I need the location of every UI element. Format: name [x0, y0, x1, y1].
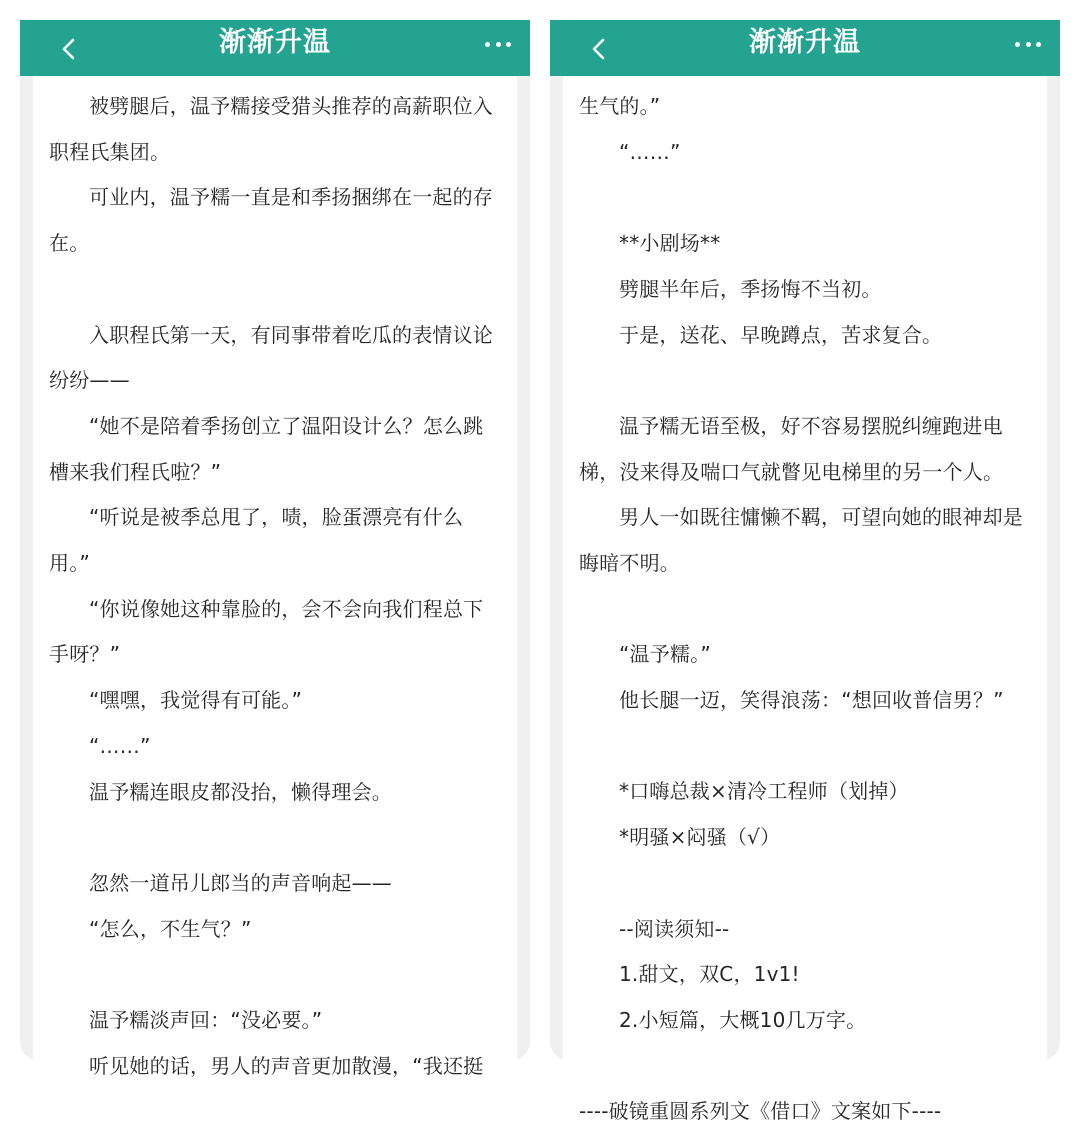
- reader-screen-left: [20, 20, 530, 1078]
- paragraph: “你说像她这种靠脸的，会不会向我们程总下手呀？”: [49, 596, 484, 667]
- paragraph: 劈腿半年后，季扬悔不当初。: [619, 276, 882, 301]
- book-title: 渐渐升温: [219, 27, 331, 58]
- reading-page[interactable]: [563, 76, 1047, 1124]
- paragraph: *明骚×闷骚（√）: [619, 825, 781, 850]
- paragraph-continuation: 生气的。”: [579, 94, 661, 118]
- paragraph: 入职程氏第一天，有同事带着吃瓜的表情议论纷纷——: [49, 322, 493, 393]
- paragraph: 他长腿一迈，笑得浪荡：“想回收普信男？”: [619, 688, 1004, 713]
- paragraph: “怎么，不生气？”: [89, 916, 252, 941]
- paragraph: 听见她的话，男人的声音更加散漫，“我还挺: [89, 1053, 484, 1078]
- book-title: 渐渐升温: [749, 27, 861, 58]
- blank-line: [579, 358, 1031, 404]
- section-heading: **小剧场**: [619, 231, 721, 256]
- blank-line: [579, 587, 1031, 633]
- paragraph: 忽然一道吊儿郎当的声音响起——: [89, 870, 392, 895]
- paragraph: 2.小短篇，大概10几万字。: [619, 1007, 867, 1032]
- paragraph: *口嗨总裁×清冷工程师（划掉）: [619, 779, 909, 804]
- paragraph: 于是，送花、早晚蹲点，苦求复合。: [619, 322, 943, 347]
- paragraph: --阅读须知--: [619, 916, 730, 941]
- blank-line: [579, 861, 1031, 907]
- blank-line: [579, 1044, 1031, 1090]
- more-dots-icon[interactable]: [485, 36, 511, 52]
- more-dots-icon[interactable]: [1015, 36, 1041, 52]
- paragraph: “……”: [619, 139, 681, 164]
- chapter-text: [33, 84, 517, 1089]
- paragraph: “温予糯。”: [619, 642, 711, 667]
- blank-line: [49, 815, 501, 861]
- paragraph: 温予糯无语至极，好不容易摆脱纠缠跑进电梯，没来得及喘口气就瞥见电梯里的另一个人。: [579, 413, 1004, 484]
- blank-line: [579, 175, 1031, 221]
- paragraph: 温予糯连眼皮都没抬，懒得理会。: [89, 779, 392, 804]
- top-bar: [550, 20, 1060, 76]
- top-bar: [20, 20, 530, 76]
- blank-line: [579, 724, 1031, 770]
- reader-screen-right: [550, 20, 1060, 1124]
- reading-page[interactable]: [33, 76, 517, 1078]
- paragraph: 1.甜文，双C，1v1!: [619, 962, 800, 987]
- paragraph: “听说是被季总甩了，啧，脸蛋漂亮有什么用。”: [49, 505, 464, 576]
- paragraph: 男人一如既往慵懒不羁，可望向她的眼神却是晦暗不明。: [579, 505, 1023, 575]
- blank-line: [49, 267, 501, 313]
- paragraph: ----破镜重圆系列文《借口》文案如下----: [579, 1099, 942, 1124]
- blank-line: [49, 952, 501, 998]
- chapter-text: [563, 84, 1047, 1135]
- paragraph: 被劈腿后，温予糯接受猎头推荐的高薪职位入职程氏集团。: [49, 94, 493, 164]
- paragraph: “……”: [89, 733, 151, 758]
- paragraph: “嘿嘿，我觉得有可能。”: [89, 688, 303, 713]
- paragraph: 可业内，温予糯一直是和季扬捆绑在一起的存在。: [49, 185, 493, 256]
- paragraph: “她不是陪着季扬创立了温阳设计么？怎么跳槽来我们程氏啦？”: [49, 413, 484, 484]
- paragraph: 温予糯淡声回：“没必要。”: [89, 1008, 323, 1033]
